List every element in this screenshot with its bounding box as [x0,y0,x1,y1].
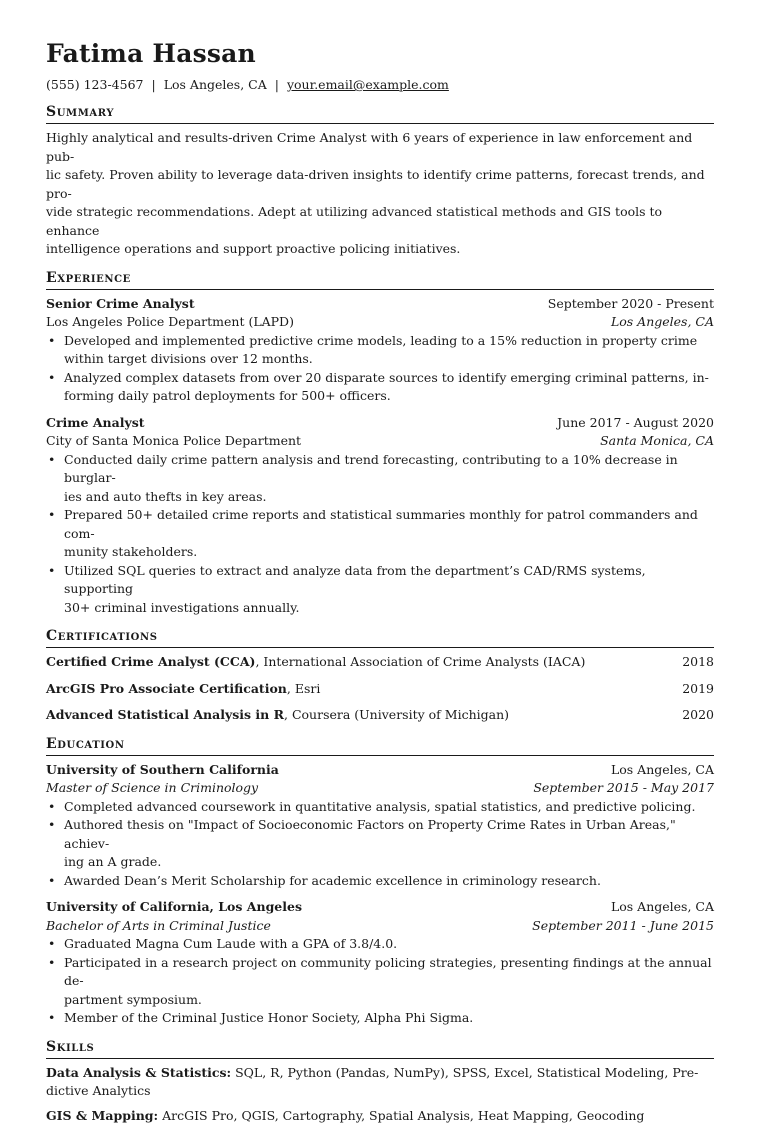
bullet-line: Analyzed complex datasets from over 20 disparate sources to identify emerging criminal patterns, in- [64,370,709,385]
job-org: City of Santa Monica Police Department [46,432,301,451]
section-title-summary: Summary [46,103,714,124]
skill-label: GIS & Mapping: [46,1108,158,1123]
contact-line [46,77,714,93]
bullet-item [64,451,714,507]
education-dates: September 2011 - June 2015 [532,917,714,936]
cert-issuer: , Esri [287,681,320,696]
bullet-line: Authored thesis on "Impact of Socioeconomic Factors on Property Crime Rates in Urban Areas," achiev- [64,817,676,851]
bullet-dot: • [48,798,55,817]
certifications-section [46,627,714,725]
skill-group [46,1064,714,1101]
bullet-line: Participated in a research project on community policing strategies, presenting findings at the annual de- [64,955,712,989]
bullet-item [64,332,714,369]
bullet-dot: • [48,562,55,581]
bullet-line: munity stakeholders. [64,544,197,559]
bullet-dot: • [48,872,55,891]
bullet-item [64,798,714,817]
bullet-item [64,816,714,872]
skills-section [46,1038,714,1125]
bullet-dot: • [48,506,55,525]
candidate-name: Fatima Hassan [46,38,714,70]
bullet-dot: • [48,369,55,388]
certification-item [46,706,714,725]
education-bullets [46,798,714,891]
job-entry [46,295,714,406]
degree: Master of Science in Criminology [46,779,258,798]
experience-section [46,269,714,618]
cert-year: 2020 [682,706,714,725]
school-name: University of Southern California [46,761,279,780]
skill-values: dictive Analytics [46,1083,150,1098]
cert-year: 2019 [682,680,714,699]
contact-separator: | [151,77,155,92]
bullet-line: 30+ criminal investigations annually. [64,600,299,615]
cert-name: ArcGIS Pro Associate Certification [46,681,287,696]
section-title-skills: Skills [46,1038,714,1059]
bullet-line: partment symposium. [64,992,202,1007]
cert-year: 2018 [682,653,714,672]
job-bullets [46,332,714,406]
certification-item [46,680,714,699]
location: Los Angeles, CA [164,77,267,92]
summary-text [46,129,714,259]
job-role: Crime Analyst [46,414,145,433]
bullet-item [64,935,714,954]
bullet-line: Graduated Magna Cum Laude with a GPA of 3.8/4.0. [64,936,397,951]
cert-name: Certified Crime Analyst (CCA) [46,654,255,669]
bullet-dot: • [48,451,55,470]
bullet-line: Developed and implemented predictive crime models, leading to a 15% reduction in property crime [64,333,697,348]
bullet-line: Prepared 50+ detailed crime reports and statistical summaries monthly for patrol commanders and com- [64,507,698,541]
bullet-line: within target divisions over 12 months. [64,351,313,366]
cert-name: Advanced Statistical Analysis in R [46,707,284,722]
bullet-dot: • [48,1009,55,1028]
summary-line: lic safety. Proven ability to leverage data-driven insights to identify crime patterns, forecast trends, and pro- [46,167,705,201]
bullet-line: Conducted daily crime pattern analysis and trend forecasting, contributing to a 10% decrease in burglar- [64,452,678,486]
section-title-education: Education [46,735,714,756]
bullet-item [64,506,714,562]
certification-item [46,653,714,672]
education-section [46,735,714,1028]
bullet-dot: • [48,954,55,973]
school-location: Los Angeles, CA [611,898,714,917]
summary-line: vide strategic recommendations. Adept at utilizing advanced statistical methods and GIS tools to enhance [46,204,662,238]
email-link[interactable]: your.email@example.com [287,77,449,92]
cert-issuer: , Coursera (University of Michigan) [284,707,509,722]
bullet-line: ies and auto thefts in key areas. [64,489,267,504]
job-bullets [46,451,714,618]
cert-issuer: , International Association of Crime Analysts (IACA) [255,654,585,669]
bullet-line: ing an A grade. [64,854,161,869]
bullet-line: Utilized SQL queries to extract and analyze data from the department’s CAD/RMS systems, supporting [64,563,646,597]
bullet-line: Awarded Dean’s Merit Scholarship for academic excellence in criminology research. [64,873,601,888]
education-dates: September 2015 - May 2017 [533,779,714,798]
school-location: Los Angeles, CA [611,761,714,780]
bullet-dot: • [48,816,55,835]
skill-label: Data Analysis & Statistics: [46,1065,231,1080]
section-title-experience: Experience [46,269,714,290]
skill-group [46,1107,714,1125]
job-location: Los Angeles, CA [611,313,714,332]
bullet-dot: • [48,332,55,351]
bullet-line: Member of the Criminal Justice Honor Society, Alpha Phi Sigma. [64,1010,473,1025]
section-title-certifications: Certifications [46,627,714,648]
summary-section [46,103,714,259]
phone: (555) 123-4567 [46,77,143,92]
job-location: Santa Monica, CA [600,432,714,451]
bullet-item [64,562,714,618]
degree: Bachelor of Arts in Criminal Justice [46,917,271,936]
summary-line: Highly analytical and results-driven Crime Analyst with 6 years of experience in law enforcement and pub- [46,130,692,164]
summary-line: intelligence operations and support proactive policing initiatives. [46,241,460,256]
bullet-line: Completed advanced coursework in quantitative analysis, spatial statistics, and predictive policing. [64,799,695,814]
contact-separator: | [275,77,279,92]
bullet-line: forming daily patrol deployments for 500+ officers. [64,388,391,403]
job-dates: September 2020 - Present [548,295,714,314]
school-name: University of California, Los Angeles [46,898,302,917]
job-entry [46,414,714,618]
bullet-item [64,369,714,406]
skill-values: SQL, R, Python (Pandas, NumPy), SPSS, Excel, Statistical Modeling, Pre- [231,1065,698,1080]
education-entry [46,898,714,1028]
education-entry [46,761,714,891]
skill-values: ArcGIS Pro, QGIS, Cartography, Spatial Analysis, Heat Mapping, Geocoding [158,1108,644,1123]
job-role: Senior Crime Analyst [46,295,195,314]
job-org: Los Angeles Police Department (LAPD) [46,313,294,332]
bullet-item [64,954,714,1010]
bullet-dot: • [48,935,55,954]
education-bullets [46,935,714,1028]
job-dates: June 2017 - August 2020 [557,414,714,433]
bullet-item [64,872,714,891]
bullet-item [64,1009,714,1028]
